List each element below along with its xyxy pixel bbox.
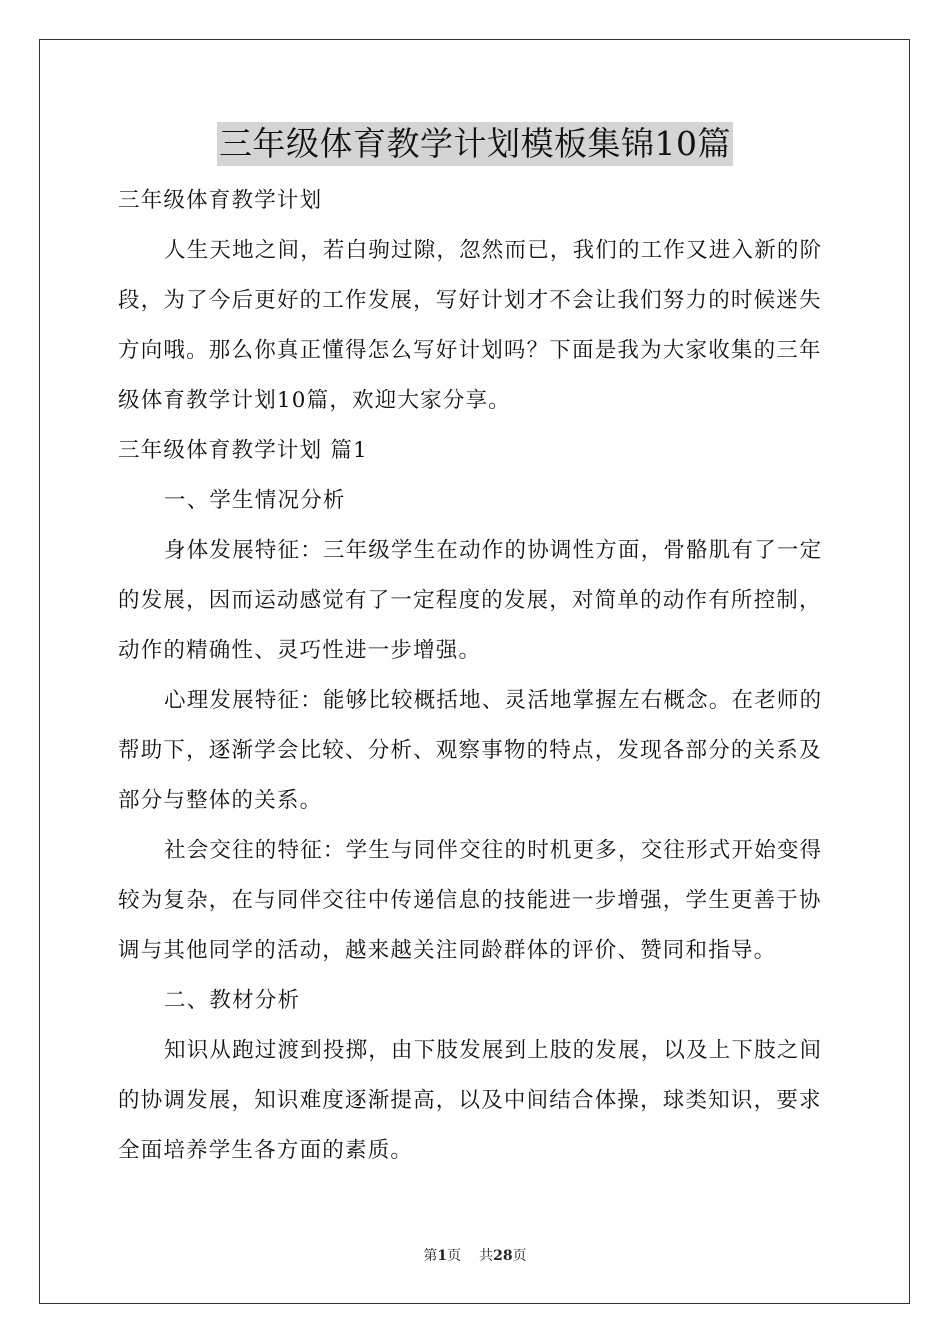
body-paragraph: 心理发展特征：能够比较概括地、灵活地掌握左右概念。在老师的帮助下，逐渐学会比较、分析、观察事物的特点，发现各部分的关系及部分与整体的关系。 [118, 688, 823, 813]
total-prefix: 共 [479, 1248, 494, 1264]
section-heading: 三年级体育教学计划 篇1 [118, 438, 368, 463]
page-prefix: 第 [423, 1248, 438, 1264]
title-container [0, 122, 950, 166]
total-suffix: 页 [512, 1248, 527, 1264]
document-body [118, 176, 838, 1176]
page-current: 1 [437, 1248, 448, 1264]
subheading-student-analysis: 一、学生情况分析 [164, 488, 346, 513]
page-suffix: 页 [447, 1248, 462, 1264]
page-total: 28 [493, 1248, 513, 1264]
page-footer [0, 1246, 950, 1266]
subheading-material-analysis: 二、教材分析 [164, 988, 301, 1013]
body-paragraph: 社会交往的特征：学生与同伴交往的时机更多，交往形式开始变得较为复杂，在与同伴交往中传递信息的技能进一步增强，学生更善于协调与其他同学的活动，越来越关注同龄群体的评价、赞同和指导。 [118, 838, 823, 963]
body-paragraph: 知识从跑过渡到投掷，由下肢发展到上肢的发展，以及上下肢之间的协调发展，知识难度逐渐提高，以及中间结合体操，球类知识，要求全面培养学生各方面的素质。 [118, 1038, 823, 1163]
document-title: 三年级体育教学计划模板集锦10篇 [217, 122, 733, 166]
section-label: 三年级体育教学计划 [118, 188, 323, 213]
intro-paragraph: 人生天地之间，若白驹过隙，忽然而已，我们的工作又进入新的阶段，为了今后更好的工作发展，写好计划才不会让我们努力的时候迷失方向哦。那么你真正懂得怎么写好计划吗？下面是我为大家收集的三年级体育教学计划10篇，欢迎大家分享。 [118, 238, 823, 413]
body-paragraph: 身体发展特征：三年级学生在动作的协调性方面，骨骼肌有了一定的发展，因而运动感觉有了一定程度的发展，对简单的动作有所控制，动作的精确性、灵巧性进一步增强。 [118, 538, 823, 663]
